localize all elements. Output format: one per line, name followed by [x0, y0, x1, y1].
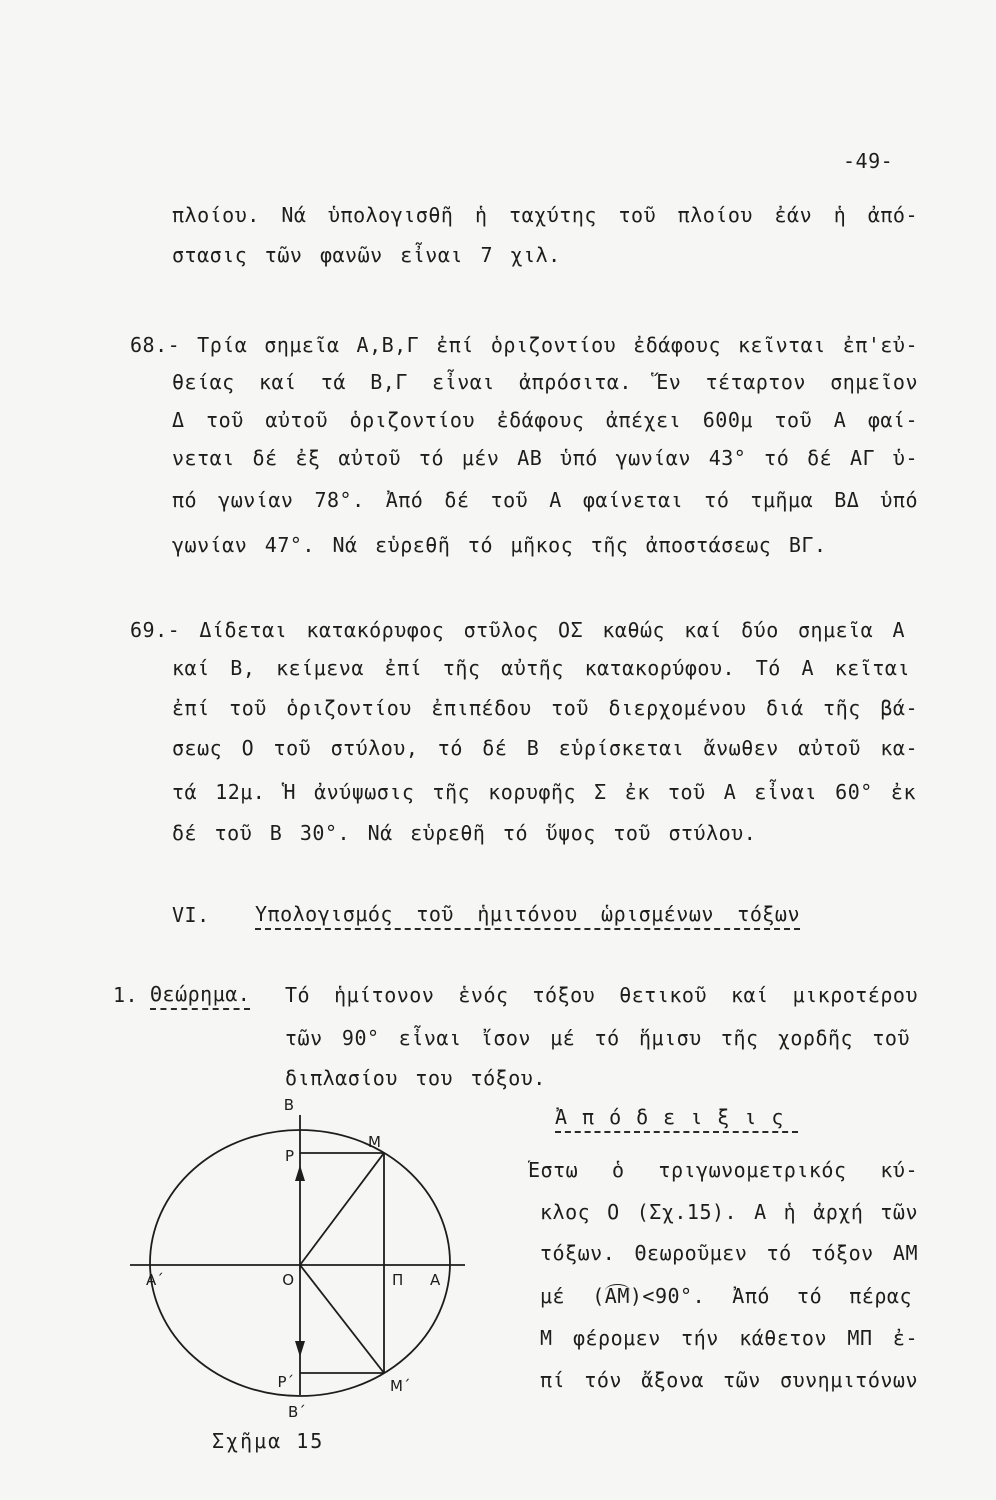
- problem-68-line: γωνίαν 47°. Νά εὑρεθῆ τό μῆκος τῆς ἀποστάσεως ΒΓ.: [172, 533, 827, 557]
- problem-68-line: Δ τοῦ αὐτοῦ ὁριζοντίου ἐδάφους ἀπέχει 600μ τοῦ Α φαί-: [172, 408, 918, 432]
- arc-am: ΑΜ: [604, 1284, 630, 1308]
- page-number: -49-: [843, 149, 894, 173]
- label-a-prime: Α΄: [146, 1271, 164, 1289]
- label-m-prime: Μ΄: [390, 1377, 411, 1395]
- theorem-line: διπλασίου του τόξου.: [285, 1066, 546, 1090]
- problem-69-line: δέ τοῦ Β 30°. Νά εὑρεθῆ τό ὕψος τοῦ στύλου.: [172, 821, 757, 845]
- label-a: Α: [430, 1271, 441, 1289]
- problem-68-line: θείας καί τά Β,Γ εἶναι ἀπρόσιτα. Ἕν τέταρτον σημεῖον: [172, 370, 918, 394]
- problem-68-line: 68.- Τρία σημεῖα Α,Β,Γ ἐπί ὁριζοντίου ἐδάφους κεῖνται ἐπ'εὐ-: [130, 333, 918, 357]
- proof-arc-line: [540, 1281, 912, 1311]
- problem-68-line: νεται δέ ἐξ αὐτοῦ τό μέν ΑΒ ὑπό γωνίαν 43° τό δέ ΑΓ ὑ-: [172, 446, 918, 470]
- label-p: Ρ: [284, 1147, 294, 1165]
- problem-68-line: πό γωνίαν 78°. Ἀπό δέ τοῦ Α φαίνεται τό τμῆμα ΒΔ ὑπό: [172, 488, 918, 512]
- problem-69-line: 69.- Δίδεται κατακόρυφος στῦλος ΟΣ καθώς καί δύο σημεῖα Α: [130, 618, 905, 642]
- label-pi: Π: [392, 1271, 404, 1289]
- proof-heading: Ἀπόδειξις: [555, 1103, 798, 1133]
- problem-69-line: καί Β, κείμενα ἐπί τῆς αὐτῆς κατακορύφου. Τό Α κεῖται: [172, 656, 910, 680]
- segment-om-prime: [300, 1265, 384, 1373]
- proof-line: τόξων. Θεωροῦμεν τό τόξον ΑΜ: [540, 1241, 918, 1265]
- label-p-prime: Ρ΄: [277, 1373, 294, 1391]
- section-title: Ὑπολογισμός τοῦ ἡμιτόνου ὡρισμένων τόξων: [255, 900, 800, 930]
- theorem-line: τῶν 90° εἶναι ἴσον μέ τό ἥμισυ τῆς χορδῆς τοῦ: [285, 1026, 910, 1050]
- arrow-down-icon: [295, 1341, 305, 1357]
- problem-69-line: ἐπί τοῦ ὁριζοντίου ἐπιπέδου τοῦ διερχομένου διά τῆς βά-: [172, 696, 918, 720]
- label-b-prime: Β΄: [288, 1403, 306, 1421]
- theorem-label: Θεώρημα.: [150, 980, 250, 1010]
- label-b: Β: [283, 1096, 294, 1114]
- proof-arc-line-before: μέ (: [540, 1284, 605, 1308]
- figure-caption: Σχῆμα 15: [212, 1429, 325, 1453]
- section-number: VI.: [172, 903, 210, 927]
- intro-line: πλοίου. Νά ὑπολογισθῆ ἡ ταχύτης τοῦ πλοίου ἐάν ἡ ἀπό-: [172, 203, 918, 227]
- label-m: Μ: [368, 1133, 381, 1151]
- problem-69-line: σεως Ο τοῦ στύλου, τό δέ Β εὑρίσκεται ἄνωθεν αὐτοῦ κα-: [172, 736, 918, 760]
- arrow-up-icon: [295, 1165, 305, 1181]
- intro-line: στασις τῶν φανῶν εἶναι 7 χιλ.: [172, 243, 561, 267]
- label-o: Ο: [282, 1271, 294, 1289]
- proof-line: Μ φέρομεν τήν κάθετον ΜΠ ἐ-: [540, 1326, 918, 1350]
- problem-69-line: τά 12μ. Ἡ ἀνύψωσις τῆς κορυφῆς Σ ἐκ τοῦ Α εἶναι 60° ἐκ: [172, 780, 916, 804]
- theorem-number: 1.: [113, 983, 139, 1007]
- figure-15: [110, 1095, 490, 1425]
- proof-line: κλος Ο (Σχ.15). Α ἡ ἀρχή τῶν: [540, 1200, 918, 1224]
- theorem-line: Τό ἡμίτονον ἑνός τόξου θετικοῦ καί μικροτέρου: [285, 983, 918, 1007]
- segment-om: [300, 1153, 384, 1265]
- proof-arc-line-after: )<90°. Ἀπό τό πέρας: [629, 1284, 912, 1308]
- proof-line: πί τόν ἄξονα τῶν συνημιτόνων: [540, 1368, 918, 1392]
- proof-line: Ἔστω ὁ τριγωνομετρικός κύ-: [528, 1158, 918, 1182]
